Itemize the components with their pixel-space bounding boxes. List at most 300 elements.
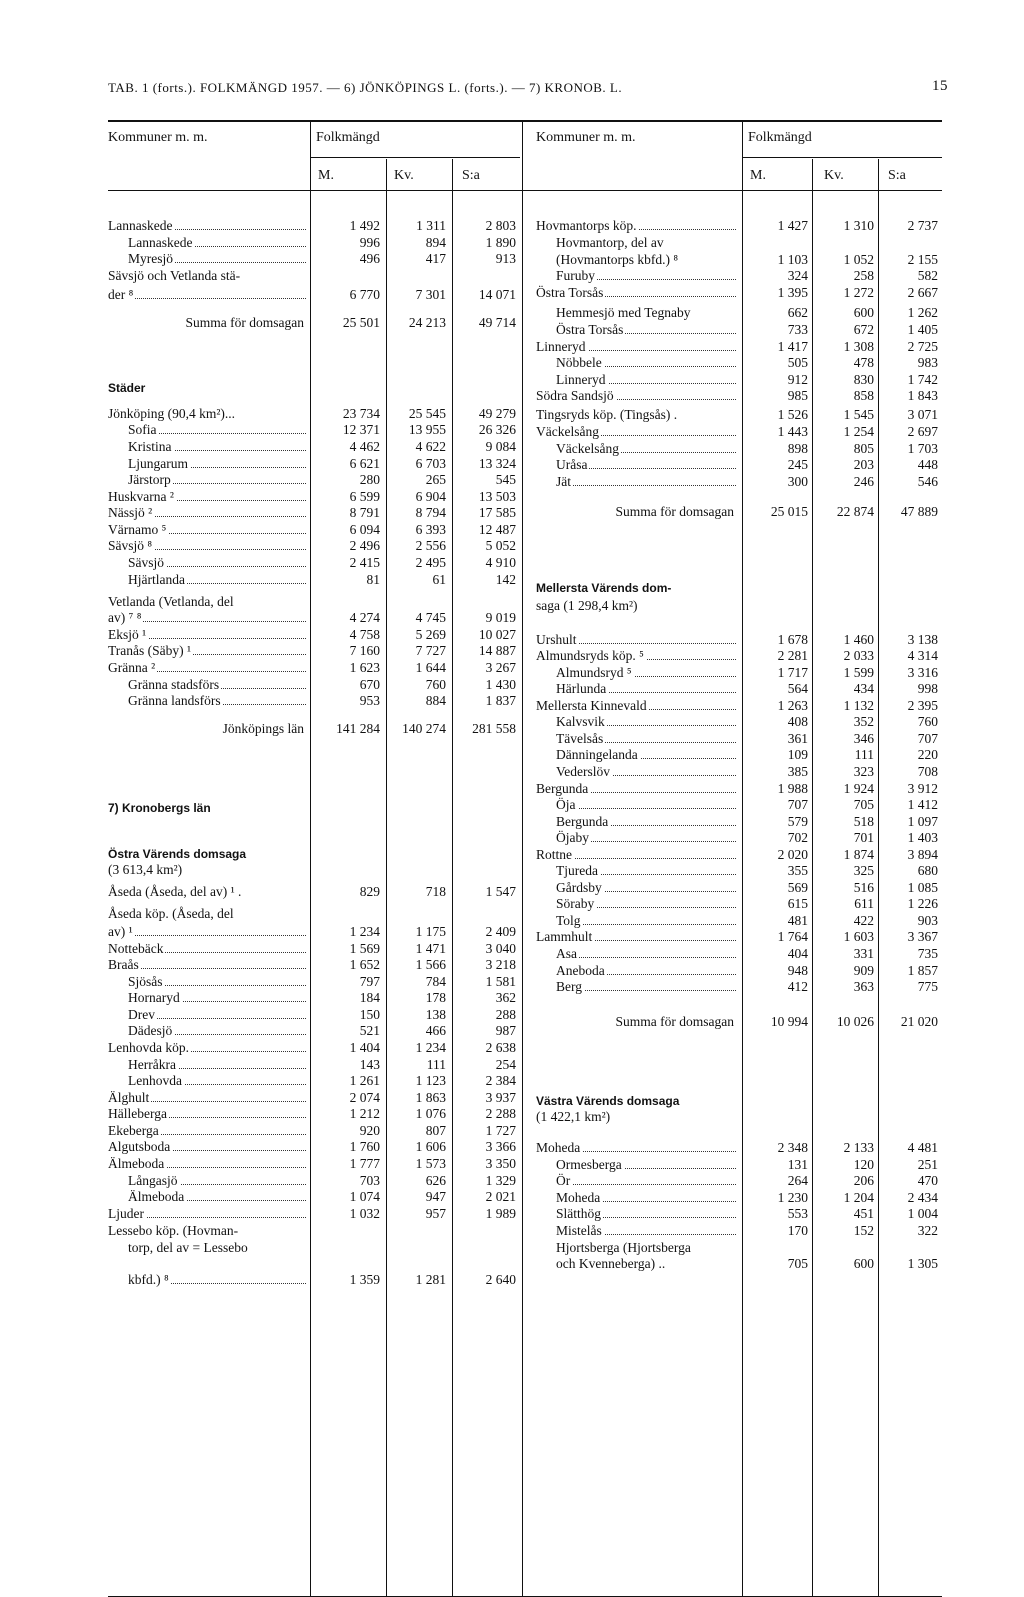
- cell-sa: 987: [495, 1023, 516, 1038]
- table-row: [108, 268, 528, 283]
- cell-m: 662: [787, 305, 808, 320]
- table-row: [108, 1206, 528, 1221]
- cell-sa: 4 481: [907, 1140, 938, 1155]
- row-label: [128, 677, 306, 692]
- cell-kv: 466: [425, 1023, 446, 1038]
- row-label-text: kbfd.) ⁸: [128, 1272, 169, 1287]
- table-row: [108, 1189, 528, 1204]
- row-label: [108, 489, 306, 504]
- cell-kv: 701: [853, 830, 874, 845]
- cell-m: 1 230: [777, 1190, 808, 1205]
- cell-m: 1 492: [349, 218, 380, 233]
- cell-sa: 1 403: [907, 830, 938, 845]
- row-label: [536, 580, 736, 596]
- cell-sa: 1 742: [907, 372, 938, 387]
- row-label: [108, 627, 306, 642]
- cell-kv: 417: [425, 251, 446, 266]
- cell-sa: 1 085: [907, 880, 938, 895]
- row-label-text: Rottne: [536, 847, 572, 862]
- row-label-text: Jönköpings län: [222, 721, 304, 736]
- row-label-text: av) ⁷ ⁸: [108, 610, 142, 625]
- row-label: [556, 665, 736, 680]
- cell-m: 1 427: [777, 218, 808, 233]
- col-head-kommuner-right: Kommuner m. m.: [536, 130, 636, 145]
- cell-kv: 1 308: [843, 339, 874, 354]
- row-label-text: Hälleberga: [108, 1106, 167, 1121]
- row-label: [108, 800, 306, 816]
- cell-kv: 1 132: [843, 698, 874, 713]
- row-label: [108, 505, 306, 520]
- row-label-text: Ör: [556, 1173, 571, 1188]
- row-label: [536, 1140, 736, 1155]
- cell-m: 4 462: [349, 439, 380, 454]
- cell-m: 1 652: [349, 957, 380, 972]
- row-label-text: Östra Värends domsaga: [108, 847, 247, 861]
- row-label: [128, 1240, 306, 1255]
- row-label-text: Älghult: [108, 1090, 150, 1105]
- table-row: [536, 1140, 946, 1155]
- cell-kv: 111: [854, 747, 874, 762]
- cell-sa: 913: [495, 251, 516, 266]
- cell-sa: 2 384: [485, 1073, 516, 1088]
- row-label-text: Bergunda: [556, 814, 609, 829]
- cell-m: 920: [359, 1123, 380, 1138]
- cell-sa: 2 638: [485, 1040, 516, 1055]
- cell-m: 579: [787, 814, 808, 829]
- cell-kv: 22 874: [836, 504, 874, 519]
- row-label-text: Huskvarna ²: [108, 489, 174, 504]
- cell-kv: 1 204: [843, 1190, 874, 1205]
- table-row: [108, 1106, 528, 1121]
- cell-sa: 1 226: [907, 896, 938, 911]
- cell-kv: 138: [425, 1007, 446, 1022]
- cell-kv: 331: [853, 946, 874, 961]
- table-row: [108, 251, 528, 266]
- cell-kv: 2 133: [843, 1140, 874, 1155]
- table-row: [108, 906, 528, 921]
- table-row: [536, 1173, 946, 1188]
- row-label-text: Summa för domsagan: [615, 504, 734, 519]
- row-label-text: torp, del av = Lessebo: [128, 1240, 248, 1255]
- table-row: [108, 538, 528, 553]
- row-label-text: Urshult: [536, 632, 577, 647]
- cell-sa: 288: [495, 1007, 516, 1022]
- cell-kv: 8 794: [415, 505, 446, 520]
- cell-kv: 1 052: [843, 252, 874, 267]
- cell-sa: 1 405: [907, 322, 938, 337]
- cell-sa: 1 837: [485, 693, 516, 708]
- row-label: [556, 1240, 736, 1255]
- cell-kv: 352: [853, 714, 874, 729]
- table-row: [108, 287, 528, 302]
- cell-kv: 1 175: [415, 924, 446, 939]
- table-row: [108, 235, 528, 250]
- cell-m: 361: [787, 731, 808, 746]
- col-head-kommuner-left: Kommuner m. m.: [108, 130, 208, 145]
- cell-m: 1 443: [777, 424, 808, 439]
- table-row: [536, 441, 946, 456]
- cell-sa: 903: [917, 913, 938, 928]
- table-row: [108, 1272, 528, 1287]
- row-label: [556, 681, 736, 696]
- cell-m: 912: [787, 372, 808, 387]
- cell-sa: 708: [917, 764, 938, 779]
- table-row: [536, 1157, 946, 1172]
- cell-sa: 1 430: [485, 677, 516, 692]
- table-row: [536, 305, 946, 320]
- cell-sa: 21 020: [900, 1014, 938, 1029]
- row-label-text: Moheda: [536, 1140, 581, 1155]
- cell-kv: 6 904: [415, 489, 446, 504]
- row-label: [556, 268, 736, 283]
- row-label: [536, 781, 736, 796]
- row-label-text: Ormesberga: [556, 1157, 622, 1172]
- row-label-text: Hornaryd: [128, 990, 180, 1005]
- row-label-text: Ljuder: [108, 1206, 144, 1221]
- row-label: [556, 372, 736, 387]
- row-label: [128, 439, 306, 454]
- cell-kv: 858: [853, 388, 874, 403]
- cell-m: 2 496: [349, 538, 380, 553]
- cell-kv: 5 269: [415, 627, 446, 642]
- table-row: [108, 472, 528, 487]
- cell-kv: 718: [425, 884, 446, 899]
- cell-kv: 784: [425, 974, 446, 989]
- row-label: [556, 963, 736, 978]
- col-head-m-right: M.: [750, 168, 766, 183]
- cell-kv: 120: [853, 1157, 874, 1172]
- cell-m: 569: [787, 880, 808, 895]
- row-label-text: Kristina: [128, 439, 172, 454]
- row-label: [128, 1073, 306, 1088]
- cell-kv: 1 254: [843, 424, 874, 439]
- cell-m: 953: [359, 693, 380, 708]
- section-heading-row: [108, 800, 528, 815]
- row-label-text: Väckelsång: [556, 441, 619, 456]
- table-row: [536, 632, 946, 647]
- cell-kv: 611: [854, 896, 874, 911]
- cell-kv: 363: [853, 979, 874, 994]
- cell-kv: 1 311: [416, 218, 446, 233]
- row-label: [108, 610, 306, 625]
- table-row: [536, 880, 946, 895]
- table-row: [108, 721, 528, 736]
- row-label-text: Hovmantorps köp.: [536, 218, 637, 233]
- cell-sa: 14 071: [478, 287, 516, 302]
- cell-sa: 9 084: [485, 439, 516, 454]
- section-heading-row: [536, 1093, 946, 1108]
- table-row: [536, 504, 946, 519]
- cell-kv: 626: [425, 1173, 446, 1188]
- row-label-text: Hjortsberga (Hjortsberga: [556, 1240, 691, 1255]
- row-label: [556, 814, 736, 829]
- row-label-text: Nässjö ²: [108, 505, 153, 520]
- table-row: [108, 1057, 528, 1072]
- cell-sa: 1 727: [485, 1123, 516, 1138]
- row-label-text: Gränna ²: [108, 660, 156, 675]
- row-label: [108, 1156, 306, 1171]
- row-label-text: Moheda: [556, 1190, 601, 1205]
- table-row: [108, 489, 528, 504]
- row-label-text: Mistelås: [556, 1223, 602, 1238]
- table-row: [536, 764, 946, 779]
- cell-kv: 1 545: [843, 407, 874, 422]
- row-label-text: Gränna stadsförs: [128, 677, 220, 692]
- table-row: [108, 610, 528, 625]
- cell-kv: 1 606: [415, 1139, 446, 1154]
- cell-sa: 735: [917, 946, 938, 961]
- table-row: [536, 929, 946, 944]
- col-head-sa-left: S:a: [462, 168, 480, 183]
- row-label: [556, 252, 736, 267]
- leader-dots: [108, 935, 306, 936]
- cell-kv: 1 123: [415, 1073, 446, 1088]
- table-row: [536, 372, 946, 387]
- cell-m: 4 758: [349, 627, 380, 642]
- section-heading-row: [536, 580, 946, 595]
- row-label-text: Långasjö: [128, 1173, 178, 1188]
- col-head-m-left: M.: [318, 168, 334, 183]
- table-row: [536, 268, 946, 283]
- top-rule: [108, 120, 942, 122]
- cell-sa: 546: [917, 474, 938, 489]
- table-row: [108, 555, 528, 570]
- table-row: [108, 1023, 528, 1038]
- row-label: [556, 979, 736, 994]
- table-row: [108, 1156, 528, 1171]
- row-label-text: Lannaskede: [108, 218, 173, 233]
- row-label: [556, 441, 736, 456]
- table-row: [108, 1223, 528, 1238]
- table-row: [536, 598, 946, 613]
- cell-sa: 281 558: [472, 721, 516, 736]
- cell-sa: 3 267: [485, 660, 516, 675]
- cell-sa: 2 021: [485, 1189, 516, 1204]
- row-label-text: Ekeberga: [108, 1123, 159, 1138]
- cell-sa: 983: [917, 355, 938, 370]
- row-label-text: Mellersta Värends dom-: [536, 581, 672, 595]
- row-label: [536, 424, 736, 439]
- row-label-text: Linneryd: [556, 372, 606, 387]
- row-label: [128, 572, 306, 587]
- row-label-text: Almundsryd ⁵: [556, 665, 632, 680]
- cell-m: 141 284: [336, 721, 380, 736]
- row-label-text: 7) Kronobergs län: [108, 801, 211, 815]
- table-row: [536, 252, 946, 267]
- cell-kv: 2 495: [415, 555, 446, 570]
- cell-m: 1 777: [349, 1156, 380, 1171]
- row-label-text: Hovmantorp, del av: [556, 235, 664, 250]
- cell-kv: 258: [853, 268, 874, 283]
- table-row: [108, 422, 528, 437]
- cell-sa: 582: [917, 268, 938, 283]
- cell-kv: 807: [425, 1123, 446, 1138]
- row-label: [128, 251, 306, 266]
- row-label: [556, 235, 736, 250]
- row-label: [108, 315, 306, 330]
- row-label-text: av) ¹: [108, 924, 133, 939]
- cell-kv: 1 566: [415, 957, 446, 972]
- cell-sa: 2 667: [907, 285, 938, 300]
- row-label-text: Sävsjö: [128, 555, 165, 570]
- cell-sa: 3 316: [907, 665, 938, 680]
- cell-m: 1 623: [349, 660, 380, 675]
- row-label: [536, 407, 736, 422]
- row-label-text: (1 422,1 km²): [536, 1109, 611, 1124]
- row-label: [108, 660, 306, 675]
- row-label: [556, 863, 736, 878]
- row-label: [536, 388, 736, 403]
- row-label-text: saga (1 298,4 km²): [536, 598, 638, 613]
- cell-m: 143: [359, 1057, 380, 1072]
- table-row: [108, 1173, 528, 1188]
- cell-m: 1 395: [777, 285, 808, 300]
- row-label-text: Eksjö ¹: [108, 627, 147, 642]
- cell-kv: 4 745: [415, 610, 446, 625]
- table-row: [536, 979, 946, 994]
- cell-m: 109: [787, 747, 808, 762]
- cell-m: 6 094: [349, 522, 380, 537]
- table-row: [108, 957, 528, 972]
- row-label-text: Lammhult: [536, 929, 593, 944]
- row-label-text: Västra Värends domsaga: [536, 1094, 680, 1108]
- cell-sa: 1 305: [907, 1256, 938, 1271]
- cell-kv: 1 281: [415, 1272, 446, 1287]
- row-label-text: Tolg: [556, 913, 581, 928]
- page-header: [108, 80, 948, 98]
- cell-kv: 1 599: [843, 665, 874, 680]
- cell-sa: 251: [917, 1157, 938, 1172]
- cell-kv: 1 644: [415, 660, 446, 675]
- row-label: [108, 643, 306, 658]
- cell-sa: 3 894: [907, 847, 938, 862]
- row-label-text: Jönköping (90,4 km²)...: [108, 406, 236, 421]
- cell-m: 1 261: [349, 1073, 380, 1088]
- table-row: [108, 505, 528, 520]
- row-label-text: Bergunda: [536, 781, 589, 796]
- cell-m: 25 501: [342, 315, 380, 330]
- row-label-text: Härlunda: [556, 681, 607, 696]
- table-row: [536, 963, 946, 978]
- table-row: [108, 990, 528, 1005]
- cell-sa: 448: [917, 457, 938, 472]
- cell-m: 705: [787, 1256, 808, 1271]
- cell-sa: 3 138: [907, 632, 938, 647]
- table-row: [536, 474, 946, 489]
- header-bottom-rule: [108, 190, 942, 191]
- row-label-text: Vetlanda (Vetlanda, del: [108, 594, 234, 609]
- row-label-text: Berg: [556, 979, 582, 994]
- cell-sa: 998: [917, 681, 938, 696]
- cell-kv: 6 703: [415, 456, 446, 471]
- row-label-text: Vederslöv: [556, 764, 610, 779]
- cell-kv: 140 274: [402, 721, 446, 736]
- cell-sa: 1 262: [907, 305, 938, 320]
- table-row: [536, 1190, 946, 1205]
- table-row: [536, 781, 946, 796]
- cell-m: 564: [787, 681, 808, 696]
- table-row: [108, 1139, 528, 1154]
- cell-m: 412: [787, 979, 808, 994]
- table-row: [536, 681, 946, 696]
- cell-m: 355: [787, 863, 808, 878]
- cell-kv: 1 272: [843, 285, 874, 300]
- row-label: [556, 1190, 736, 1205]
- cell-m: 496: [359, 251, 380, 266]
- cell-sa: 2 697: [907, 424, 938, 439]
- cell-kv: 2 033: [843, 648, 874, 663]
- cell-m: 829: [359, 884, 380, 899]
- table-row: [536, 896, 946, 911]
- cell-m: 733: [787, 322, 808, 337]
- row-label-text: Gårdsby: [556, 880, 602, 895]
- cell-m: 150: [359, 1007, 380, 1022]
- cell-kv: 1 076: [415, 1106, 446, 1121]
- cell-sa: 17 585: [478, 505, 516, 520]
- row-label-text: Kalvsvik: [556, 714, 605, 729]
- table-row: [108, 1240, 528, 1255]
- cell-m: 1 678: [777, 632, 808, 647]
- row-label-text: Ljungarum: [128, 456, 188, 471]
- row-label-text: Gränna landsförs: [128, 693, 221, 708]
- row-label: [556, 946, 736, 961]
- row-label-text: Älmeboda: [128, 1189, 185, 1204]
- cell-m: 300: [787, 474, 808, 489]
- cell-sa: 2 288: [485, 1106, 516, 1121]
- row-label-text: Drev: [128, 1007, 155, 1022]
- row-label-text: Algutsboda: [108, 1139, 171, 1154]
- cell-m: 1 988: [777, 781, 808, 796]
- row-label: [108, 906, 306, 921]
- cell-kv: 1 863: [415, 1090, 446, 1105]
- row-label: [536, 1014, 736, 1029]
- leader-dots: [556, 957, 736, 958]
- row-label-text: Dädesjö: [128, 1023, 173, 1038]
- cell-kv: 478: [853, 355, 874, 370]
- row-label: [108, 1139, 306, 1154]
- table-row: [536, 407, 946, 422]
- cell-sa: 49 714: [478, 315, 516, 330]
- row-label: [556, 797, 736, 812]
- cell-m: 385: [787, 764, 808, 779]
- row-label: [536, 218, 736, 233]
- cell-m: 245: [787, 457, 808, 472]
- row-label-text: Aneboda: [556, 963, 605, 978]
- cell-kv: 518: [853, 814, 874, 829]
- row-label-text: Tranås (Säby) ¹: [108, 643, 192, 658]
- cell-sa: 2 737: [907, 218, 938, 233]
- cell-sa: 3 912: [907, 781, 938, 796]
- row-label-text: Uråsa: [556, 457, 588, 472]
- cell-m: 2 348: [777, 1140, 808, 1155]
- cell-sa: 3 350: [485, 1156, 516, 1171]
- row-label-text: Lessebo köp. (Hovman-: [108, 1223, 239, 1238]
- table-row: [536, 847, 946, 862]
- table-row: [108, 677, 528, 692]
- row-label-text: Städer: [108, 381, 146, 395]
- table-row: [108, 522, 528, 537]
- row-label-text: Värnamo ⁵: [108, 522, 167, 537]
- row-label: [108, 1123, 306, 1138]
- cell-m: 2 074: [349, 1090, 380, 1105]
- row-label: [108, 884, 306, 899]
- cell-sa: 10 027: [478, 627, 516, 642]
- row-label: [536, 1109, 736, 1124]
- header-rule-left: [310, 157, 520, 158]
- cell-kv: 2 556: [415, 538, 446, 553]
- row-label-text: Summa för domsagan: [185, 315, 304, 330]
- row-label-text: Älmeboda: [108, 1156, 165, 1171]
